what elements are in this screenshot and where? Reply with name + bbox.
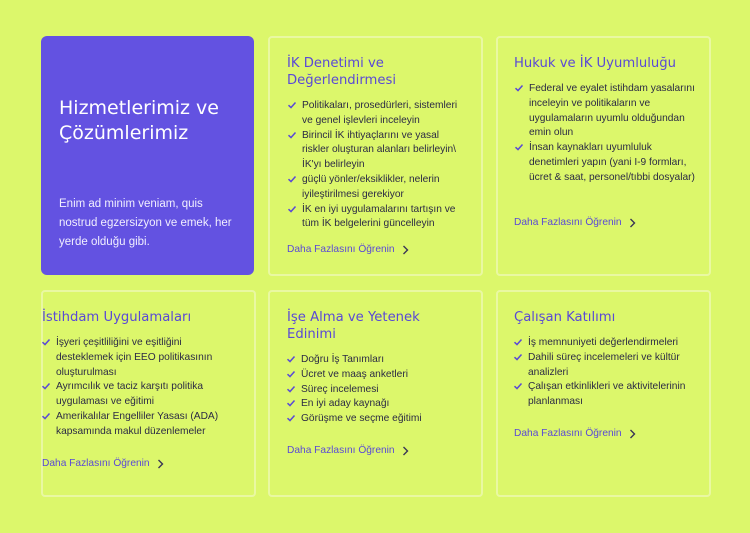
chevron-right-icon: [629, 429, 636, 439]
check-icon: [513, 352, 523, 362]
hero-title: Hizmetlerimiz ve Çözümlerimiz: [59, 97, 219, 144]
list-item-text: Ücret ve maaş anketleri: [301, 368, 409, 380]
card-checklist: [286, 353, 466, 427]
list-item-text: Görüşme ve seçme eğitimi: [301, 413, 422, 425]
list-item-text: Ayrımcılık ve taciz karşıtı politika uygulaması ve eğitimi: [56, 381, 204, 408]
hero-description: Enim ad minim veniam, quis nostrud egzersizyon ve emek, her yerde olduğu gibi.: [59, 198, 232, 248]
check-icon: [286, 384, 296, 394]
check-icon: [41, 381, 51, 391]
card-title: İstihdam Uygulamaları: [42, 310, 192, 325]
list-item: [514, 141, 696, 185]
hero-card: [41, 36, 254, 275]
check-icon: [286, 413, 296, 423]
card-checklist: [287, 99, 465, 232]
list-item-text: Birincil İK ihtiyaçlarını ve yasal riskler oluşturan alanları belirleyin\ İK'yı belirleyin: [302, 129, 457, 171]
card-title: Çalışan Katılımı: [514, 310, 616, 325]
learn-more-label: Daha Fazlasını Öğrenin: [514, 428, 622, 439]
check-icon: [514, 142, 524, 152]
card-checklist: [41, 336, 231, 440]
list-item-text: Çalışan etkinlikleri ve aktivitelerinin planlanması: [528, 381, 686, 408]
learn-more-link[interactable]: [514, 428, 636, 439]
list-item: [41, 380, 231, 410]
list-item: [514, 82, 696, 141]
check-icon: [514, 83, 524, 93]
list-item: [287, 173, 465, 203]
list-item-text: İnsan kaynakları uyumluluk denetimleri yapın (yani I-9 formları, ücret & saat, personel/tıbbi dosyalar): [529, 142, 695, 183]
list-item-text: Doğru İş Tanımları: [301, 354, 385, 365]
check-icon: [287, 204, 297, 214]
list-item: [286, 353, 466, 368]
check-icon: [41, 337, 51, 347]
check-icon: [286, 354, 296, 364]
check-icon: [41, 411, 51, 421]
list-item: [286, 397, 466, 412]
learn-more-label: Daha Fazlasını Öğrenin: [287, 445, 395, 456]
list-item-text: Dahili süreç incelemeleri ve kültür analizleri: [528, 351, 680, 378]
check-icon: [286, 369, 296, 379]
check-icon: [287, 100, 297, 110]
list-item-text: Amerikalılar Engelliler Yasası (ADA) kapsamında makul düzenlemeler: [56, 410, 219, 437]
chevron-right-icon: [402, 446, 409, 456]
list-item-text: güçlü yönler/eksiklikler, nelerin iyileştirilmesi gerekiyor: [302, 173, 440, 200]
check-icon: [286, 398, 296, 408]
list-item-text: Federal ve eyalet istihdam yasalarını inceleyin ve politikaların ve uygulamaların uyumlu olduğundan emin olun: [529, 83, 695, 139]
chevron-right-icon: [629, 218, 636, 228]
list-item-text: En iyi aday kaynağı: [301, 398, 390, 410]
list-item: [286, 383, 466, 398]
check-icon: [287, 130, 297, 140]
list-item: [287, 99, 465, 129]
list-item-text: Politikaları, prosedürleri, sistemleri ve genel işlevleri inceleyin: [302, 100, 458, 126]
list-item: [41, 336, 231, 380]
card-title: İK Denetimi ve Değerlendirmesi: [287, 56, 397, 88]
learn-more-link[interactable]: [287, 445, 409, 456]
list-item-text: İşyeri çeşitliliğini ve eşitliğini desteklemek için EEO politikasının oluşturulması: [56, 337, 213, 378]
list-item-text: İş memnuniyeti değerlendirmeleri: [528, 337, 679, 348]
list-item: [286, 368, 466, 383]
card-checklist: [513, 336, 693, 410]
learn-more-link[interactable]: [514, 217, 636, 228]
chevron-right-icon: [402, 245, 409, 255]
card-title: Hukuk ve İK Uyumluluğu: [514, 56, 676, 71]
chevron-right-icon: [157, 459, 164, 469]
learn-more-label: Daha Fazlasını Öğrenin: [514, 217, 622, 228]
check-icon: [287, 174, 297, 184]
learn-more-label: Daha Fazlasını Öğrenin: [287, 244, 395, 255]
learn-more-label: Daha Fazlasını Öğrenin: [42, 458, 150, 469]
learn-more-link[interactable]: [287, 244, 409, 255]
list-item: [513, 351, 693, 381]
list-item: [41, 410, 231, 440]
list-item: [287, 129, 465, 173]
card-checklist: [514, 82, 696, 186]
learn-more-link[interactable]: [42, 458, 164, 469]
list-item: [513, 336, 693, 351]
check-icon: [513, 337, 523, 347]
list-item: [287, 203, 465, 233]
card-title: İşe Alma ve Yetenek Edinimi: [287, 310, 420, 342]
list-item: [513, 380, 693, 410]
check-icon: [513, 381, 523, 391]
list-item-text: Süreç incelemesi: [301, 383, 379, 395]
list-item-text: İK en iyi uygulamalarını tartışın ve tüm İK belgelerini güncelleyin: [302, 203, 456, 230]
list-item: [286, 412, 466, 427]
